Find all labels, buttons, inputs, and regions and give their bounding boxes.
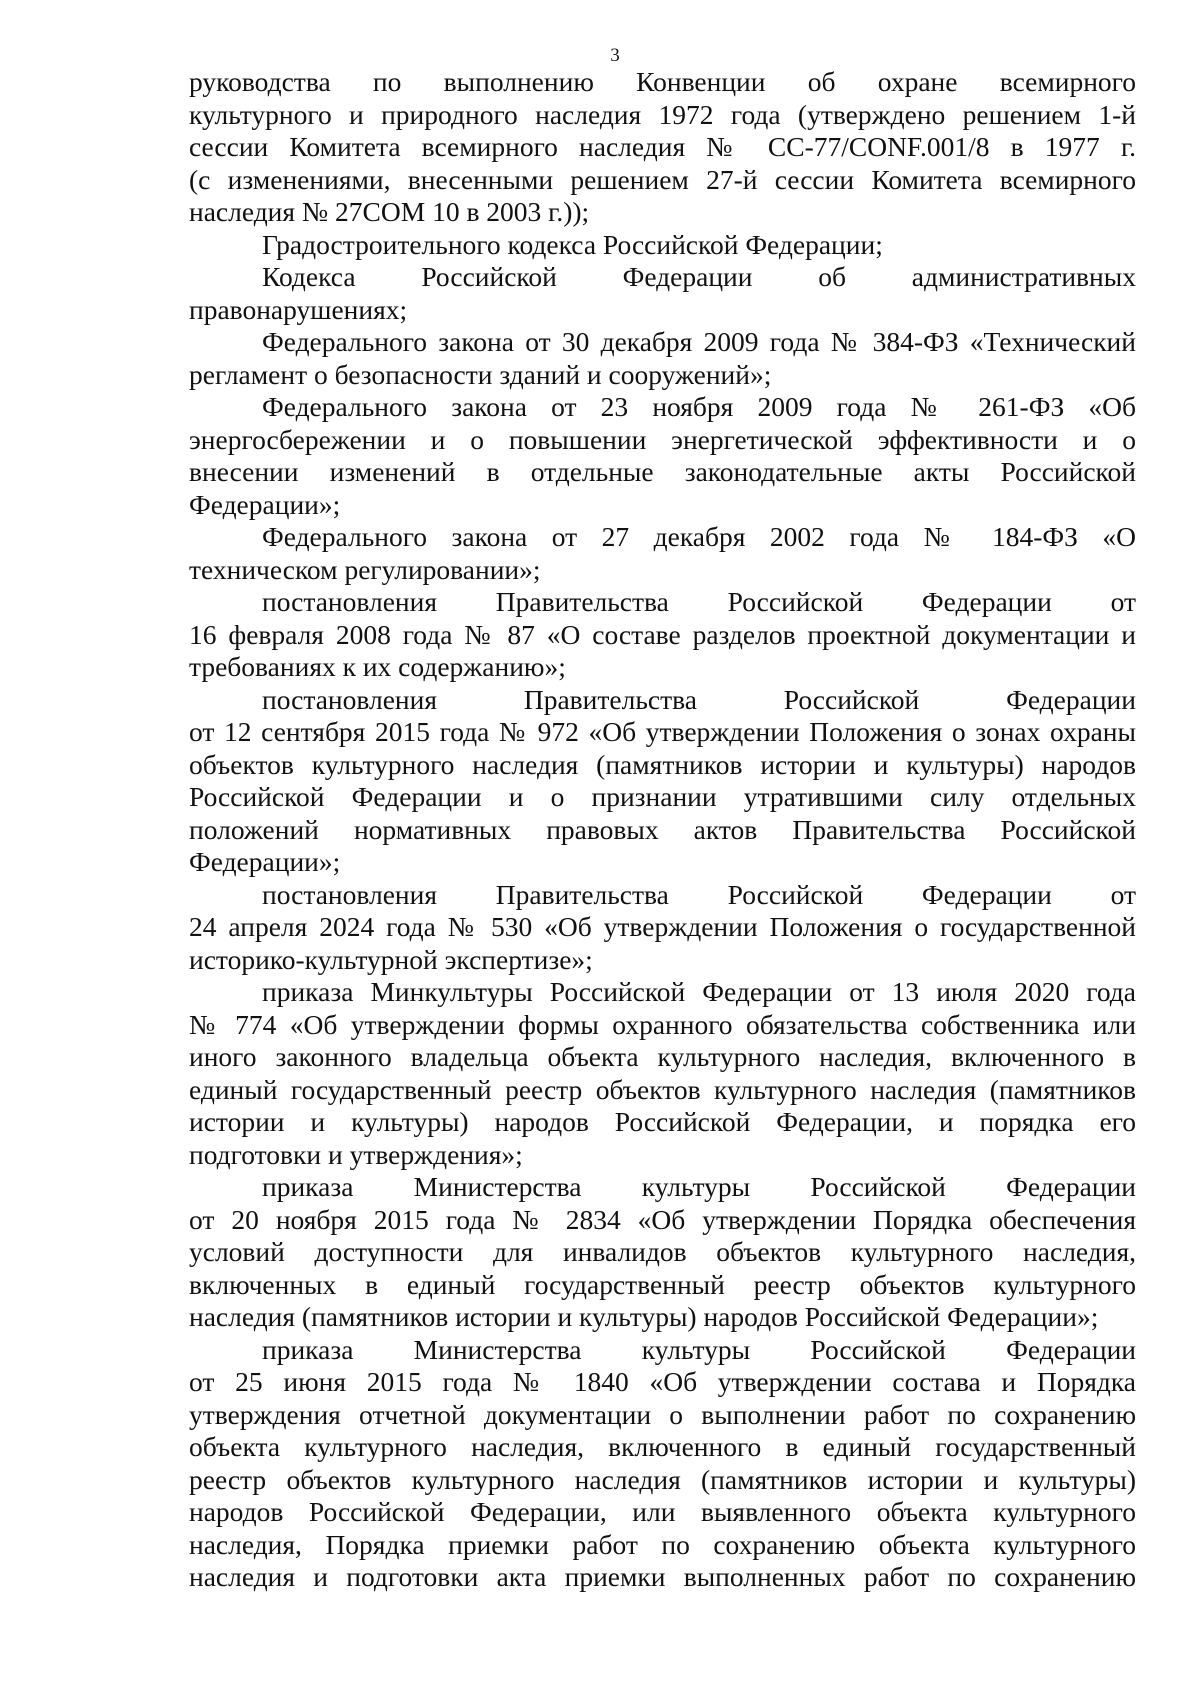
text-line: Федерального закона от 23 ноября 2009 года № 261-ФЗ «Об (262, 391, 1136, 422)
text-line: сессии Комитета всемирного наследия № CC-77/CONF.001/8 в 1977 г. (189, 131, 1136, 162)
text-line: от 12 сентября 2015 года № 972 «Об утверждении Положения о зонах охраны (189, 716, 1136, 747)
text-line: наследия № 27COM 10 в 2003 г.)); (189, 196, 590, 227)
text-line: постановления Правительства Российской Федерации от (262, 878, 1136, 910)
text-line: утверждения отчетной документации о выполнении работ по сохранению (189, 1398, 1136, 1430)
text-line: Кодекса Российской Федерации об административных (262, 261, 1136, 292)
text-line: реестр объектов культурного наследия (памятников истории и культуры) (189, 1463, 1136, 1495)
text-line: включенных в единый государственный реестр объектов культурного (189, 1268, 1136, 1300)
paragraph (189, 1334, 1136, 1594)
paragraph (189, 229, 1136, 262)
text-line: иного законного владельца объекта культурного наследия, включенного в (189, 1041, 1136, 1072)
text-line: истории и культуры) народов Российской Федерации, и порядка его (189, 1106, 1136, 1137)
text-line: № 774 «Об утверждении формы охранного обязательства собственника или (189, 1008, 1136, 1040)
text-line: наследия, Порядка приемки работ по сохранению объекта культурного (189, 1528, 1136, 1560)
paragraph (189, 391, 1136, 521)
text-line: требованиях к их содержанию»; (189, 651, 566, 682)
paragraph (189, 1171, 1136, 1334)
text-line: объектов культурного наследия (памятников истории и культуры) народов (189, 748, 1136, 780)
text-line: энергосбережении и о повышении энергетической эффективности и о (189, 423, 1136, 455)
paragraph (189, 976, 1136, 1171)
text-line: 24 апреля 2024 года № 530 «Об утверждении Положения о государственной (189, 911, 1136, 942)
paragraph (189, 66, 1136, 229)
text-line: Федерации»; (189, 846, 341, 877)
paragraph (189, 879, 1136, 977)
text-line: регламент о безопасности зданий и сооружений»; (189, 358, 772, 390)
text-line: правонарушениях; (189, 293, 408, 325)
text-line: приказа Минкультуры Российской Федерации от 13 июля 2020 года (262, 976, 1136, 1007)
document-body (189, 66, 1136, 1594)
text-line: Градостроительного кодекса Российской Федерации; (262, 228, 883, 260)
text-line: техническом регулировании»; (189, 553, 541, 585)
text-line: от 25 июня 2015 года № 1840 «Об утверждении состава и Порядка (189, 1366, 1136, 1397)
text-line: объекта культурного наследия, включенного в единый государственный (189, 1431, 1136, 1462)
text-line: народов Российской Федерации, или выявленного объекта культурного (189, 1496, 1136, 1527)
text-line: постановления Правительства Российской Федерации от (262, 586, 1136, 617)
text-line: от 20 ноября 2015 года № 2834 «Об утверждении Порядка обеспечения (189, 1203, 1136, 1235)
paragraph (189, 261, 1136, 326)
text-line: условий доступности для инвалидов объектов культурного наследия, (189, 1236, 1136, 1267)
text-line: Российской Федерации и о признании утратившими силу отдельных (189, 781, 1136, 812)
text-line: единый государственный реестр объектов культурного наследия (памятников (189, 1073, 1136, 1105)
text-line: постановления Правительства Российской Федерации (262, 683, 1136, 715)
text-line: (с изменениями, внесенными решением 27-й сессии Комитета всемирного (189, 163, 1136, 195)
text-line: руководства по выполнению Конвенции об охране всемирного (189, 66, 1136, 97)
text-line: приказа Министерства культуры Российской Федерации (262, 1171, 1136, 1202)
text-line: подготовки и утверждения»; (189, 1138, 523, 1170)
paragraph (189, 326, 1136, 391)
text-line: Федерального закона от 30 декабря 2009 года № 384-ФЗ «Технический (262, 326, 1136, 357)
paragraph (189, 586, 1136, 684)
text-line: приказа Министерства культуры Российской Федерации (262, 1333, 1136, 1365)
text-line: наследия (памятников истории и культуры) народов Российской Федерации»; (189, 1301, 1099, 1332)
text-line: культурного и природного наследия 1972 года (утверждено решением 1-й (189, 98, 1136, 130)
text-line: историко-культурной экспертизе»; (189, 943, 593, 975)
page-number: 3 (610, 45, 620, 66)
text-line: положений нормативных правовых актов Правительства Российской (189, 813, 1136, 845)
text-line: Федерального закона от 27 декабря 2002 года № 184-ФЗ «О (262, 521, 1136, 552)
text-line: Федерации»; (189, 488, 341, 520)
paragraph (189, 684, 1136, 879)
paragraph (189, 521, 1136, 586)
text-line: наследия и подготовки акта приемки выполненных работ по сохранению (189, 1561, 1136, 1592)
text-line: внесении изменений в отдельные законодательные акты Российской (189, 456, 1136, 487)
text-line: 16 февраля 2008 года № 87 «О составе разделов проектной документации и (189, 618, 1136, 650)
